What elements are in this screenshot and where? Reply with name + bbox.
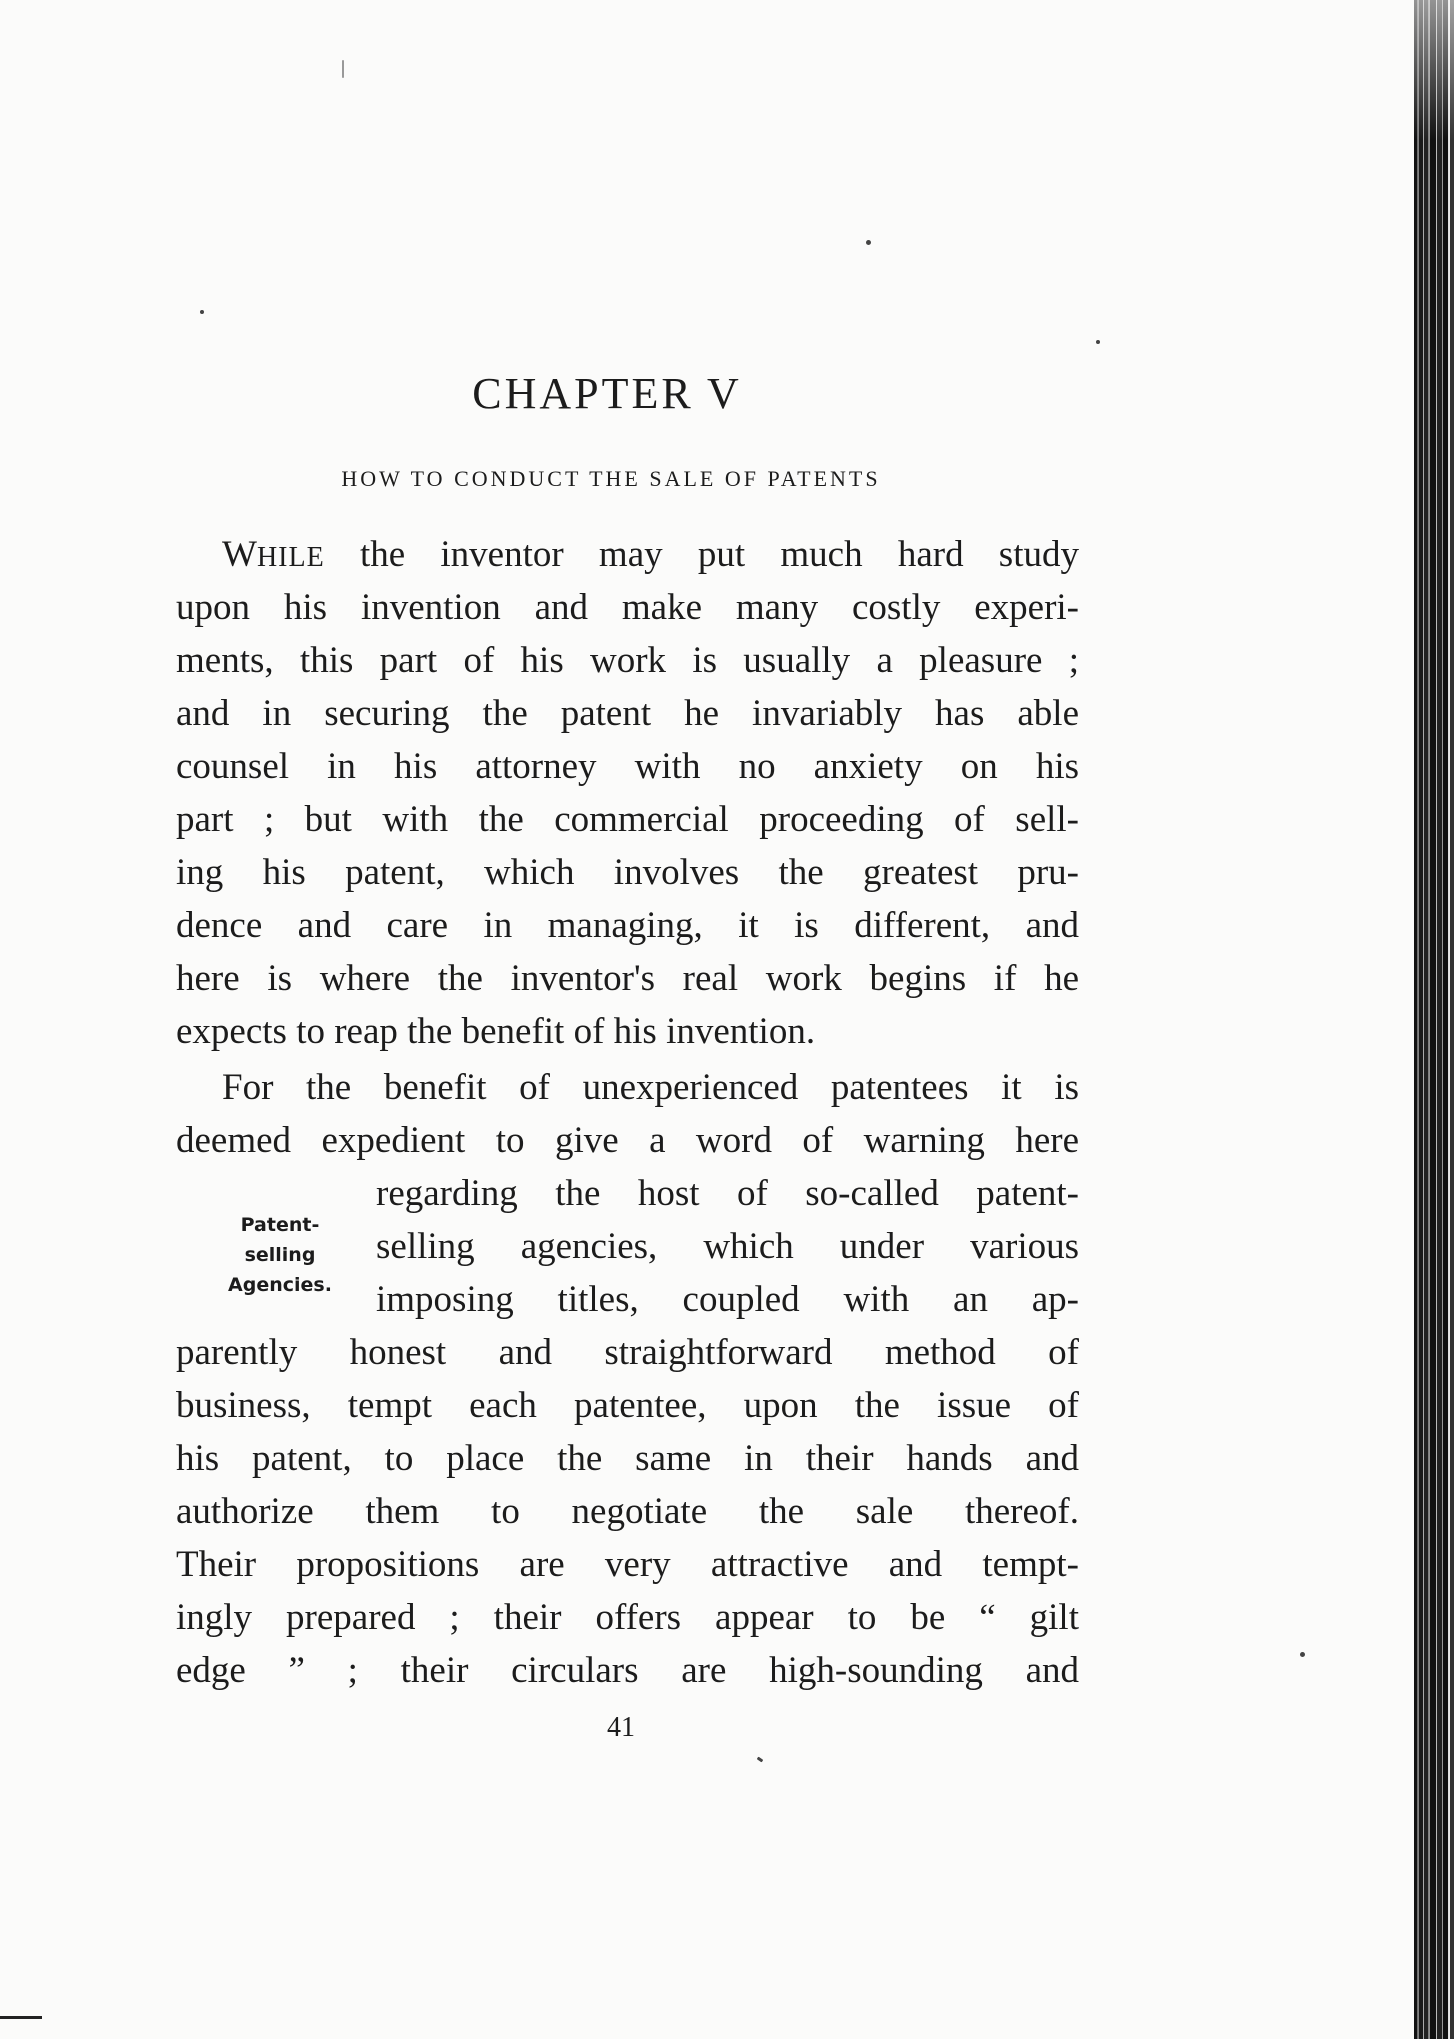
paragraph-2-line-5: imposing titles, coupled with an ap- — [376, 1279, 1079, 1320]
paragraph-2-line-10: Their propositions are very attractive and tempt- — [176, 1544, 1079, 1585]
page-edge-mark — [0, 2016, 42, 2019]
paragraph-1-line-10: expects to reap the benefit of his invention. — [176, 1011, 816, 1052]
marginal-note-line-3: Agencies. — [228, 1274, 332, 1296]
chapter-heading: CHAPTER V — [472, 369, 742, 418]
marginal-note — [190, 1210, 370, 1300]
print-speck — [342, 60, 344, 78]
paragraph-2-line-6: parently honest and straightforward method of — [176, 1332, 1079, 1373]
paragraph-1-line-1-rest: the inventor may put much hard study — [324, 534, 1079, 575]
print-speck — [1300, 1652, 1305, 1657]
print-speck — [1096, 340, 1100, 344]
paragraph-1-line-2: upon his invention and make many costly experi- — [176, 587, 1079, 628]
marginal-note-line-2: selling — [244, 1244, 316, 1266]
print-speck — [200, 310, 204, 314]
small-caps-lead: HILE — [256, 542, 325, 573]
paragraph-2-line-12: edge ” ; their circulars are high-sounding and — [176, 1650, 1079, 1691]
paragraph-2-line-3: regarding the host of so-called patent- — [376, 1173, 1079, 1214]
book-spine-edge — [1414, 0, 1454, 2039]
paragraph-1-line-1 — [222, 532, 1079, 578]
spine-highlight — [1414, 0, 1454, 140]
print-speck — [757, 1757, 764, 1763]
paragraph-1-line-6: part ; but with the commercial proceeding of sell- — [176, 799, 1079, 840]
paragraph-2-line-4: selling agencies, which under various — [376, 1226, 1079, 1267]
paragraph-2-line-7: business, tempt each patentee, upon the issue of — [176, 1385, 1079, 1426]
page-number: 41 — [607, 1712, 635, 1743]
paragraph-1-line-3: ments, this part of his work is usually a pleasure ; — [176, 640, 1079, 681]
print-speck — [866, 240, 871, 245]
paragraph-1-line-9: here is where the inventor's real work begins if he — [176, 958, 1079, 999]
paragraph-1-line-7: ing his patent, which involves the greatest pru- — [176, 852, 1079, 893]
paragraph-1-line-4: and in securing the patent he invariably has able — [176, 693, 1079, 734]
paragraph-2-line-2: deemed expedient to give a word of warning here — [176, 1120, 1079, 1161]
paragraph-2-line-11: ingly prepared ; their offers appear to be “ gilt — [176, 1597, 1079, 1638]
paragraph-2-line-1: For the benefit of unexperienced patentees it is — [222, 1067, 1079, 1108]
paragraph-2-line-9: authorize them to negotiate the sale thereof. — [176, 1491, 1079, 1532]
paragraph-1-line-5: counsel in his attorney with no anxiety on his — [176, 746, 1079, 787]
chapter-subtitle: HOW TO CONDUCT THE SALE OF PATENTS — [341, 466, 881, 491]
paragraph-2-line-8: his patent, to place the same in their hands and — [176, 1438, 1079, 1479]
paragraph-1-line-8: dence and care in managing, it is different, and — [176, 905, 1079, 946]
drop-initial: W — [222, 534, 257, 575]
marginal-note-line-1: Patent- — [240, 1214, 320, 1236]
